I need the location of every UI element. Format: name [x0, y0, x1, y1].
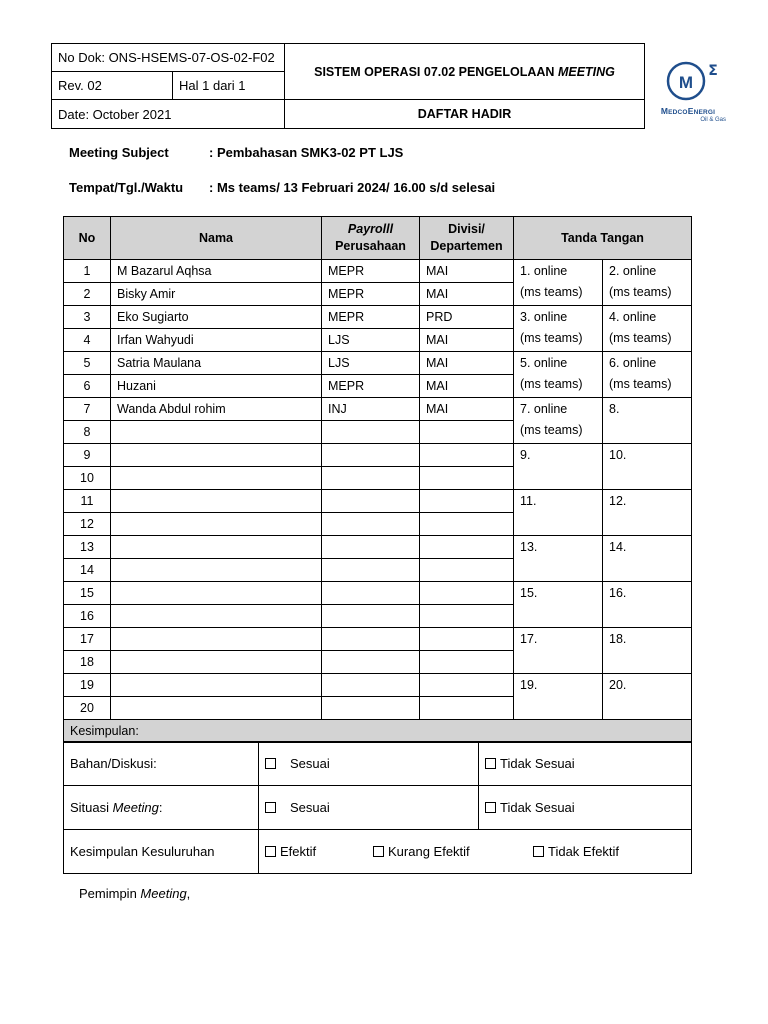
header-payroll: Payrolll Perusahaan — [322, 217, 420, 260]
signature-cell: 10. — [603, 444, 692, 490]
row-number: 10 — [64, 467, 111, 490]
row-nama: Eko Sugiarto — [111, 306, 322, 329]
row-divisi — [420, 421, 514, 444]
row-number: 14 — [64, 559, 111, 582]
row-divisi — [420, 444, 514, 467]
row-nama — [111, 444, 322, 467]
logo-tagline: Oil & Gas — [700, 117, 726, 123]
doc-date: Date: October 2021 — [52, 100, 285, 129]
signature-cell: 16. — [603, 582, 692, 628]
row-nama — [111, 559, 322, 582]
row-number: 16 — [64, 605, 111, 628]
row-payroll — [322, 421, 420, 444]
table-row — [64, 628, 692, 651]
header-divisi: Divisi/ Departemen — [420, 217, 514, 260]
header-tanda-tangan: Tanda Tangan — [514, 217, 692, 260]
checkbox-icon[interactable] — [265, 846, 276, 857]
row-payroll — [322, 697, 420, 720]
row-payroll: LJS — [322, 329, 420, 352]
row-number: 20 — [64, 697, 111, 720]
row-nama — [111, 651, 322, 674]
signature-cell: 13. — [514, 536, 603, 582]
signature-cell: 6. online (ms teams) — [603, 352, 692, 398]
row-payroll: MEPR — [322, 375, 420, 398]
checkbox-icon[interactable] — [533, 846, 544, 857]
bahan-label: Bahan/Diskusi: — [64, 742, 259, 786]
row-nama: Bisky Amir — [111, 283, 322, 306]
page-number: Hal 1 dari 1 — [173, 72, 285, 100]
row-nama — [111, 674, 322, 697]
row-nama: Satria Maulana — [111, 352, 322, 375]
row-payroll — [322, 582, 420, 605]
row-payroll: INJ — [322, 398, 420, 421]
signature-cell: 9. — [514, 444, 603, 490]
signature-cell: 20. — [603, 674, 692, 720]
situasi-sesuai-option[interactable]: Sesuai — [259, 786, 479, 830]
table-row — [64, 398, 692, 421]
row-nama — [111, 490, 322, 513]
meeting-leader-label: Pemimpin Meeting, — [79, 886, 191, 901]
situasi-tidak-sesuai-option[interactable]: Tidak Sesuai — [479, 786, 692, 830]
checkbox-icon[interactable] — [265, 802, 276, 813]
row-divisi: MAI — [420, 375, 514, 398]
row-number: 3 — [64, 306, 111, 329]
revision: Rev. 02 — [52, 72, 173, 100]
kesimpulan-heading: Kesimpulan: — [64, 720, 692, 743]
row-divisi — [420, 628, 514, 651]
checkbox-icon[interactable] — [373, 846, 384, 857]
row-number: 2 — [64, 283, 111, 306]
table-row — [64, 582, 692, 605]
signature-cell: 18. — [603, 628, 692, 674]
row-divisi — [420, 490, 514, 513]
row-divisi: MAI — [420, 260, 514, 283]
place-label: Tempat/Tgl./Waktu — [69, 180, 184, 195]
row-payroll — [322, 674, 420, 697]
row-number: 8 — [64, 421, 111, 444]
subject-label: Meeting Subject — [69, 145, 169, 160]
row-nama: Huzani — [111, 375, 322, 398]
row-payroll — [322, 467, 420, 490]
row-payroll: MEPR — [322, 283, 420, 306]
row-nama — [111, 628, 322, 651]
row-number: 6 — [64, 375, 111, 398]
row-divisi: MAI — [420, 283, 514, 306]
row-number: 1 — [64, 260, 111, 283]
form-subtitle: DAFTAR HADIR — [285, 100, 645, 129]
kesimpulan-options — [259, 830, 692, 874]
row-payroll — [322, 605, 420, 628]
signature-cell: 1. online (ms teams) — [514, 260, 603, 306]
row-payroll: MEPR — [322, 260, 420, 283]
signature-cell: 12. — [603, 490, 692, 536]
signature-cell: 5. online (ms teams) — [514, 352, 603, 398]
row-nama — [111, 582, 322, 605]
header-no: No — [64, 217, 111, 260]
row-number: 13 — [64, 536, 111, 559]
table-row — [64, 306, 692, 329]
attendance-table — [63, 216, 692, 743]
signature-cell: 2. online (ms teams) — [603, 260, 692, 306]
row-nama — [111, 536, 322, 559]
row-nama: M Bazarul Aqhsa — [111, 260, 322, 283]
row-nama — [111, 513, 322, 536]
kesimpulan-row — [64, 720, 692, 743]
row-payroll — [322, 559, 420, 582]
row-number: 11 — [64, 490, 111, 513]
company-logo — [648, 58, 728, 128]
svg-text:M: M — [678, 73, 694, 92]
row-divisi: MAI — [420, 398, 514, 421]
signature-cell: 11. — [514, 490, 603, 536]
row-nama — [111, 605, 322, 628]
row-payroll: MEPR — [322, 306, 420, 329]
row-payroll — [322, 513, 420, 536]
signature-cell: 15. — [514, 582, 603, 628]
efektif-option[interactable]: Efektif — [265, 844, 373, 859]
row-divisi: PRD — [420, 306, 514, 329]
row-divisi — [420, 536, 514, 559]
row-divisi — [420, 467, 514, 490]
row-nama: Irfan Wahyudi — [111, 329, 322, 352]
table-row — [64, 536, 692, 559]
evaluation-table — [63, 741, 692, 874]
kesimpulan-kesuluruhan-label: Kesimpulan Kesuluruhan — [64, 830, 259, 874]
row-payroll — [322, 444, 420, 467]
row-divisi — [420, 582, 514, 605]
svg-text:Σ: Σ — [708, 63, 718, 79]
table-row — [64, 674, 692, 697]
tidak-efektif-option[interactable]: Tidak Efektif — [533, 844, 619, 859]
row-divisi — [420, 697, 514, 720]
table-row — [64, 490, 692, 513]
row-payroll: LJS — [322, 352, 420, 375]
row-number: 12 — [64, 513, 111, 536]
situasi-label: Situasi Meeting: — [64, 786, 259, 830]
signature-cell: 3. online (ms teams) — [514, 306, 603, 352]
form-title: SISTEM OPERASI 07.02 PENGELOLAAN MEETING — [285, 44, 645, 100]
table-row — [64, 352, 692, 375]
bahan-tidak-sesuai-option[interactable]: Tidak Sesuai — [479, 742, 692, 786]
row-number: 15 — [64, 582, 111, 605]
table-row — [64, 444, 692, 467]
row-divisi — [420, 674, 514, 697]
doc-number: No Dok: ONS-HSEMS-07-OS-02-F02 — [52, 44, 285, 72]
row-nama: Wanda Abdul rohim — [111, 398, 322, 421]
checkbox-icon[interactable] — [485, 802, 496, 813]
signature-cell: 4. online (ms teams) — [603, 306, 692, 352]
row-payroll — [322, 490, 420, 513]
signature-cell: 7. online (ms teams) — [514, 398, 603, 444]
row-payroll — [322, 628, 420, 651]
row-divisi — [420, 605, 514, 628]
row-payroll — [322, 536, 420, 559]
header-nama: Nama — [111, 217, 322, 260]
logo-wordmark: MEDCOENERGI — [660, 106, 716, 116]
signature-cell: 14. — [603, 536, 692, 582]
row-nama — [111, 697, 322, 720]
row-number: 9 — [64, 444, 111, 467]
signature-cell: 19. — [514, 674, 603, 720]
row-number: 19 — [64, 674, 111, 697]
row-payroll — [322, 651, 420, 674]
row-number: 18 — [64, 651, 111, 674]
signature-cell: 8. — [603, 398, 692, 444]
bahan-sesuai-option[interactable]: Sesuai — [259, 742, 479, 786]
checkbox-icon[interactable] — [265, 758, 276, 769]
checkbox-icon[interactable] — [485, 758, 496, 769]
kurang-efektif-option[interactable]: Kurang Efektif — [373, 844, 533, 859]
row-nama — [111, 467, 322, 490]
subject-value: : Pembahasan SMK3-02 PT LJS — [209, 145, 404, 160]
row-number: 4 — [64, 329, 111, 352]
row-number: 5 — [64, 352, 111, 375]
row-number: 7 — [64, 398, 111, 421]
row-divisi — [420, 559, 514, 582]
table-row — [64, 260, 692, 283]
signature-cell: 17. — [514, 628, 603, 674]
document-header — [51, 43, 645, 129]
place-value: : Ms teams/ 13 Februari 2024/ 16.00 s/d selesai — [209, 180, 496, 195]
row-divisi: MAI — [420, 352, 514, 375]
row-number: 17 — [64, 628, 111, 651]
row-divisi — [420, 651, 514, 674]
row-divisi: MAI — [420, 329, 514, 352]
row-divisi — [420, 513, 514, 536]
row-nama — [111, 421, 322, 444]
